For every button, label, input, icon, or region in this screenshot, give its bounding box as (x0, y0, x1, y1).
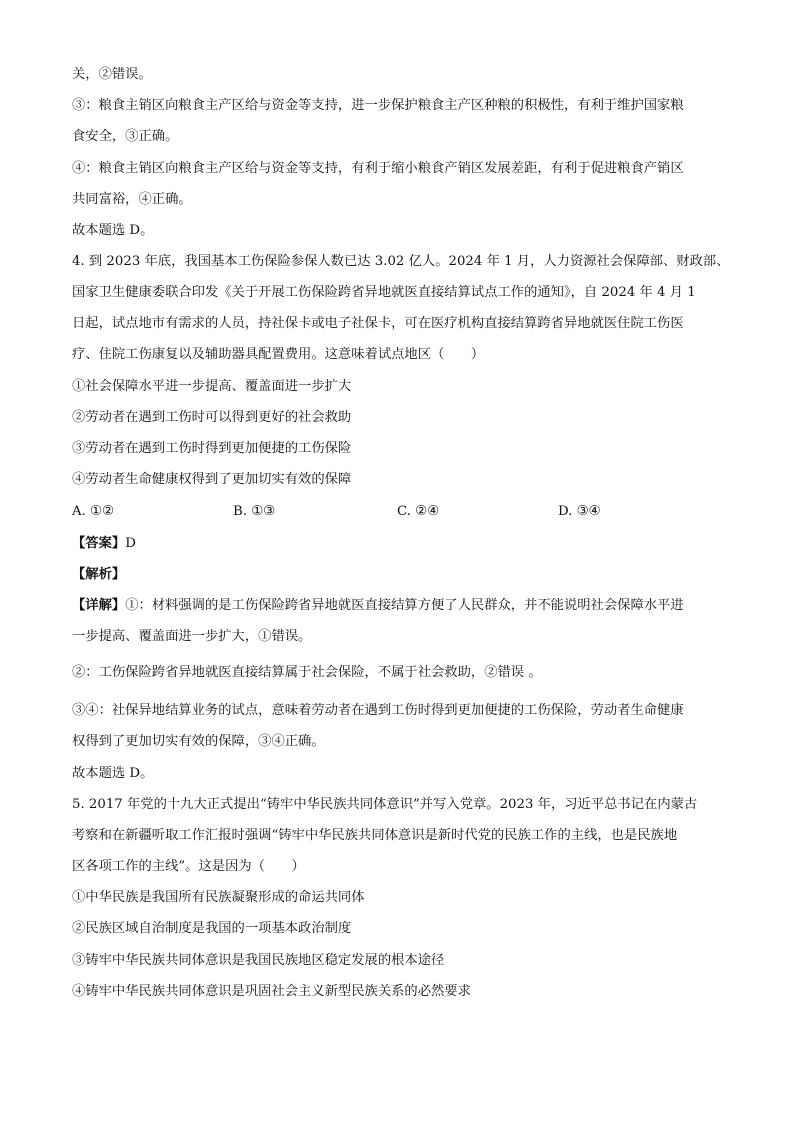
analysis-line (72, 566, 752, 584)
text-line: 一步提高、覆盖面进一步扩大，①错误。 (72, 629, 312, 644)
question-4-stem: 4. 到 2023 年底，我国基本工伤保险参保人数已达 3.02 亿人。2024 年 1 月，人力资源社会保障部、财政部、 (72, 254, 730, 269)
question-4-stem: 国家卫生健康委联合印发《关于开展工伤保险跨省异地就医直接结算试点工作的通知》，自 2024 年 4 月 1 (72, 285, 696, 300)
question-5-stem: 5. 2017 年党的十九大正式提出“铸牢中华民族共同体意识”并写入党章。2023 年，习近平总书记在内蒙古 (72, 797, 698, 812)
statement-item: ①中华民族是我国所有民族凝聚形成的命运共同体 (72, 890, 365, 905)
text-line: ④：粮食主销区向粮食主产区给与资金等支持，有利于缩小粮食产销区发展差距，有利于促进粮食产销区 (72, 161, 684, 176)
analysis-tag: 【解析】 (72, 567, 126, 582)
statement-item: ②劳动者在遇到工伤时可以得到更好的社会救助 (72, 410, 352, 425)
text-line: 权得到了更加切实有效的保障，③④正确。 (72, 734, 325, 749)
question-4-stem: 疗、住院工伤康复以及辅助器具配置费用。这意味着试点地区（ ） (72, 347, 485, 362)
statement-item: ④劳动者生命健康权得到了更加切实有效的保障 (72, 472, 352, 487)
text-line: 故本题选 D。 (72, 223, 154, 238)
question-5-stem: 考察和在新疆听取工作汇报时强调“铸牢中华民族共同体意识是新时代党的民族工作的主线，也是民族地 (72, 828, 678, 843)
option-d: D. ③④ (558, 504, 601, 519)
text-line: ③④：社保异地结算业务的试点，意味着劳动者在遇到工伤时得到更加便捷的工伤保险，劳动者生命健康 (72, 703, 684, 718)
statement-item: ③铸牢中华民族共同体意识是我国民族地区稳定发展的根本途径 (72, 953, 445, 968)
statement-item: ③劳动者在遇到工伤时得到更加便捷的工伤保险 (72, 441, 352, 456)
statement-item: ④铸牢中华民族共同体意识是巩固社会主义新型民族关系的必然要求 (72, 984, 471, 999)
text-line: 关，②错误。 (72, 67, 152, 82)
text-line: ②：工伤保险跨省异地就医直接结算属于社会保险，不属于社会救助，②错误 。 (72, 665, 542, 680)
option-b: B. ①③ (233, 504, 276, 519)
answer-value: D (125, 536, 136, 551)
statement-item: ①社会保障水平进一步提高、覆盖面进一步扩大 (72, 379, 352, 394)
answer-line (72, 535, 752, 553)
text-line: 故本题选 D。 (72, 766, 154, 781)
question-4-stem: 日起，试点地市有需求的人员，持社保卡或电子社保卡，可在医疗机构直接结算跨省异地就医住院工伤医 (72, 316, 684, 331)
text-line: 共同富裕，④正确。 (72, 192, 192, 207)
question-5-stem: 区各项工作的主线”。这是因为（ ） (72, 859, 305, 874)
statement-item: ②民族区域自治制度是我国的一项基本政治制度 (72, 921, 352, 936)
detail-tag: 【详解】 (72, 598, 126, 613)
detail-line (72, 597, 752, 615)
answer-tag: 【答案】 (72, 536, 126, 551)
text-line: 食安全，③正确。 (72, 129, 179, 144)
option-c: C. ②④ (397, 504, 439, 519)
detail-text: ①：材料强调的是工伤保险跨省异地就医直接结算方便了人民群众，并不能说明社会保障水平进 (125, 598, 684, 613)
option-a: A. ①② (72, 504, 114, 519)
text-line: ③：粮食主销区向粮食主产区给与资金等支持，进一步保护粮食主产区种粮的积极性，有利于维护国家粮 (72, 98, 684, 113)
